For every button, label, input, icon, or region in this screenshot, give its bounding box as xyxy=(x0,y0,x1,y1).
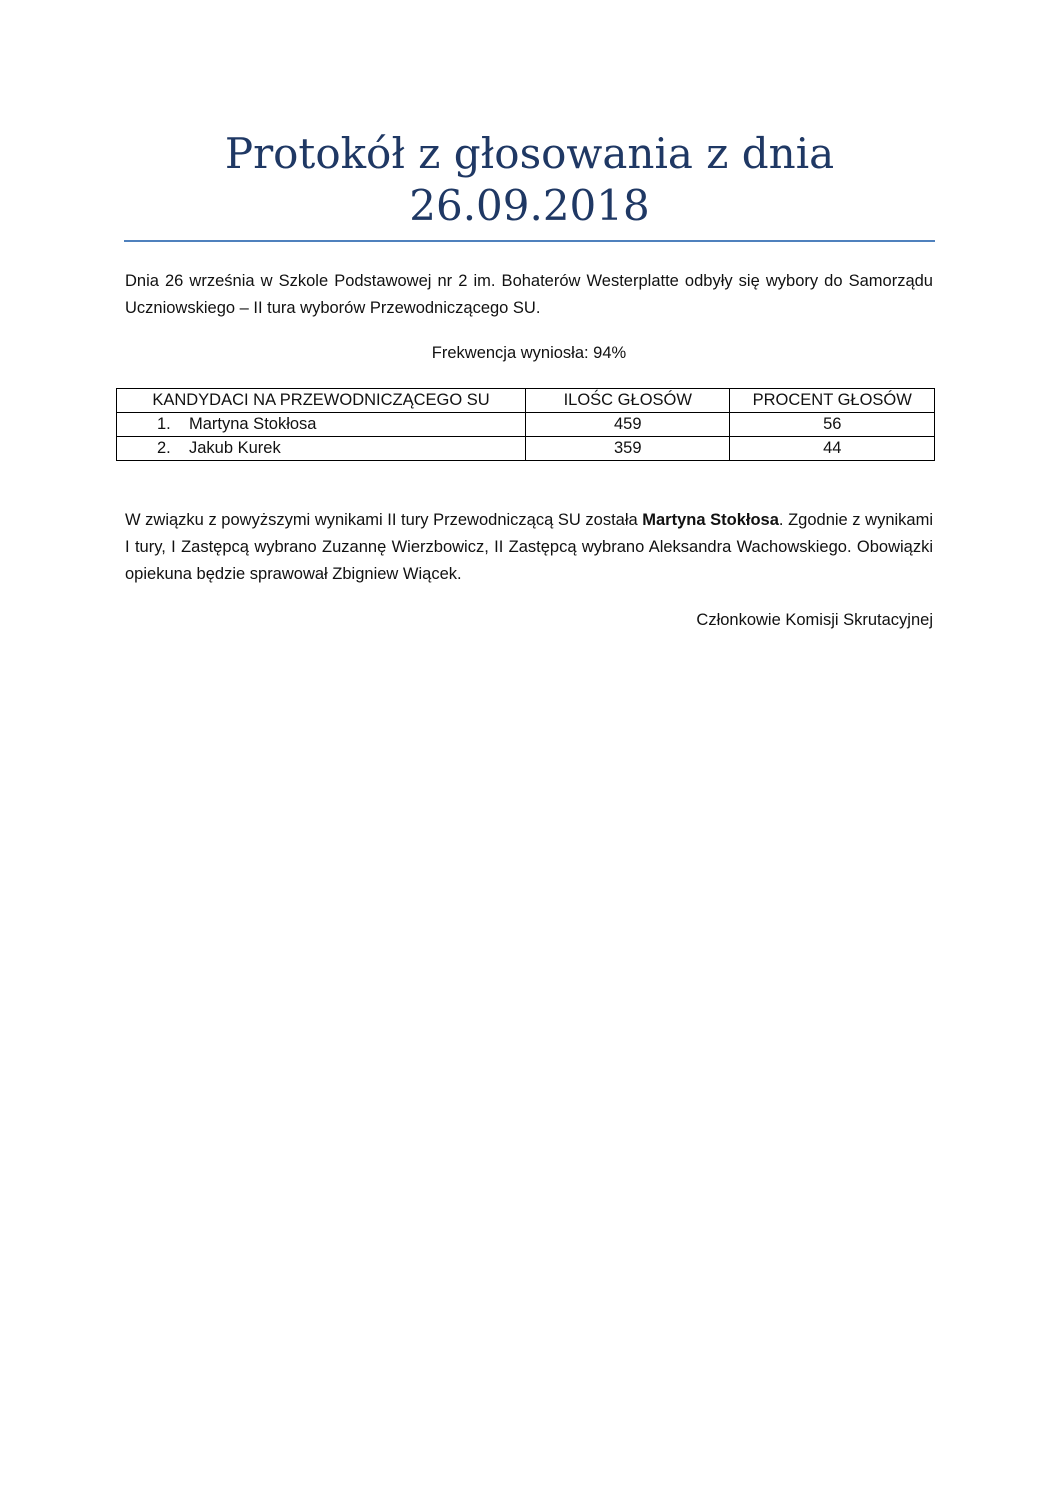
header-votes: ILOŚC GŁOSÓW xyxy=(526,389,730,413)
header-percent: PROCENT GŁOSÓW xyxy=(730,389,935,413)
candidate-index: 2. xyxy=(157,439,171,457)
candidate-cell xyxy=(117,413,526,437)
percent-cell: 44 xyxy=(730,437,935,461)
candidate-name: Jakub Kurek xyxy=(189,439,281,457)
table-row xyxy=(117,413,935,437)
conclusion-text-end: . Zgodnie z wynikami I tury, I Zastępcą wybrano Zuzannę Wierzbowicz, II Zastępcą wybrano Aleksandra Wachowskiego. Obowiązki opiekuna będzie sprawował Zbigniew Wiącek. xyxy=(125,511,934,583)
signature-line: Członkowie Komisji Skrutacyjnej xyxy=(696,611,933,629)
percent-cell: 56 xyxy=(730,413,935,437)
conclusion-text-start: W związku z powyższymi wynikami II tury Przewodniczącą SU została xyxy=(125,511,643,529)
title-divider xyxy=(124,240,935,242)
votes-cell: 359 xyxy=(526,437,730,461)
conclusion-paragraph xyxy=(125,507,933,588)
header-candidates: KANDYDACI NA PRZEWODNICZĄCEGO SU xyxy=(117,389,526,413)
document-title xyxy=(124,128,935,232)
results-table xyxy=(116,388,935,461)
document-title-date: 26.09.2018 xyxy=(409,181,650,230)
intro-paragraph: Dnia 26 września w Szkole Podstawowej nr 2 im. Bohaterów Westerplatte odbyły się wybory do Samorządu Uczniowskiego – II tura wyborów Przewodniczącego SU. xyxy=(125,272,933,317)
document-title-line-1: Protokół z głosowania z dnia xyxy=(224,129,835,178)
winner-name: Martyna Stokłosa xyxy=(642,511,779,529)
candidate-name: Martyna Stokłosa xyxy=(189,415,317,433)
turnout-text: Frekwencja wyniosła: 94% xyxy=(431,344,627,362)
table-row xyxy=(117,437,935,461)
candidate-index: 1. xyxy=(157,415,171,433)
candidate-cell xyxy=(117,437,526,461)
table-header-row xyxy=(117,389,935,413)
votes-cell: 459 xyxy=(526,413,730,437)
